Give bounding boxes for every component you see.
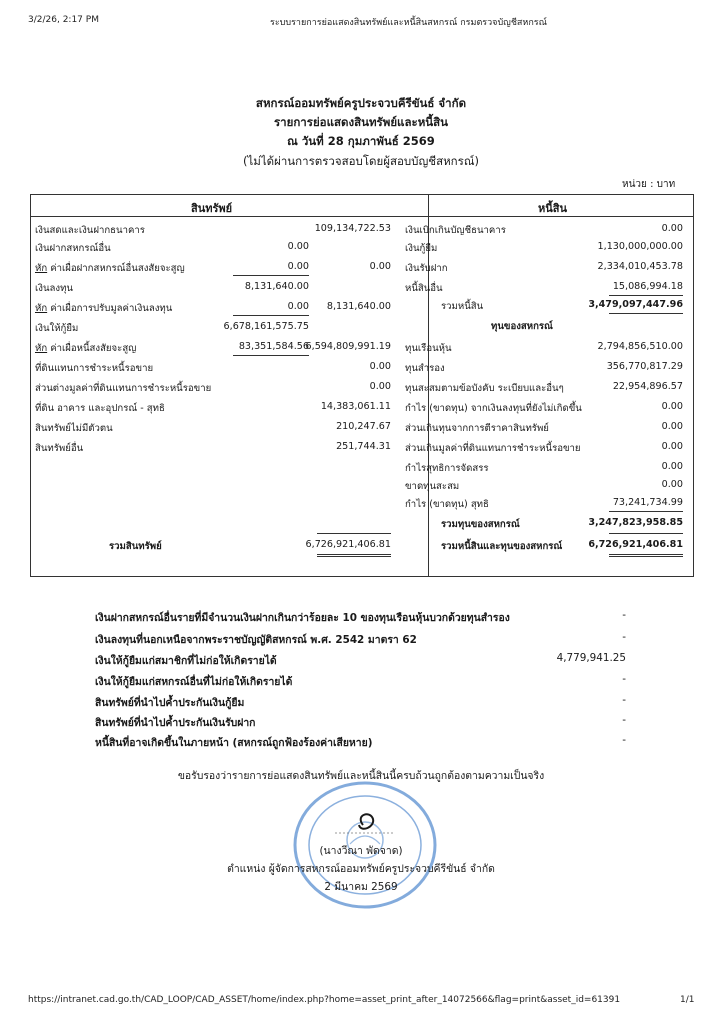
liability-row-value: 15,086,994.18 [612, 281, 683, 292]
asset-row-value: 0.00 [369, 261, 391, 272]
liability-row-label: เงินรับฝาก [405, 263, 448, 274]
asset-row-label: ที่ดิน อาคาร และอุปกรณ์ - สุทธิ [35, 403, 165, 414]
subtotal-rule [233, 355, 309, 356]
print-url: https://intranet.cad.go.th/CAD_LOOP/CAD_ASSET/home/index.php?home=asset_print_after_14072566&flag=print&asset_id=61391 [28, 995, 621, 1005]
asset-row-value: 0.00 [369, 361, 391, 372]
grand-total-top-rule [609, 533, 683, 534]
note-label: สินทรัพย์ที่นำไปค้ำประกันเงินรับฝาก [95, 717, 256, 729]
equity-row-value: 0.00 [661, 441, 683, 452]
unit-label: หน่วย : บาท [622, 179, 676, 190]
asset-row-label: สินทรัพย์ไม่มีตัวตน [35, 423, 113, 434]
report-title: รายการย่อแสดงสินทรัพย์และหนี้สิน [273, 115, 449, 129]
total-equity-label: รวมทุนของสหกรณ์ [441, 519, 520, 530]
equity-row-label: ทุนสำรอง [405, 363, 445, 374]
note-label: เงินให้กู้ยืมแก่สมาชิกที่ไม่ก่อให้เกิดรายได้ [95, 655, 277, 667]
report-date: ณ วันที่ 28 กุมภาพันธ์ 2569 [287, 134, 435, 148]
liability-row-label: เงินกู้ยืม [405, 243, 438, 254]
asset-row-label: เงินลงทุน [35, 283, 73, 294]
liabilities-heading: หนี้สิน [538, 202, 568, 215]
equity-row-label: ขาดทุนสะสม [405, 481, 460, 492]
signer-position: ตำแหน่ง ผู้จัดการสหกรณ์ออมทรัพย์ครูประจวบคีรีขันธ์ จำกัด [227, 863, 495, 875]
equity-row-value: 356,770,817.29 [606, 361, 683, 372]
grand-total-value: 6,726,921,406.81 [588, 539, 683, 550]
asset-row-label: เงินให้กู้ยืม [35, 323, 79, 334]
subtotal-rule [233, 315, 309, 316]
note-label: หนี้สินที่อาจเกิดขึ้นในภายหน้า (สหกรณ์ถูกฟ้องร้องค่าเสียหาย) [95, 737, 373, 749]
asset-row-label: เงินฝากสหกรณ์อื่น [35, 243, 111, 254]
equity-row-value: 73,241,734.99 [612, 497, 683, 508]
asset-row-value: 109,134,722.53 [314, 223, 391, 234]
equity-heading: ทุนของสหกรณ์ [491, 321, 553, 332]
equity-row-value: 0.00 [661, 479, 683, 490]
grand-total-label: รวมหนี้สินและทุนของสหกรณ์ [441, 541, 563, 552]
certification-statement: ขอรับรองว่ารายการย่อแสดงสินทรัพย์และหนี้สินนี้ครบถ้วนถูกต้องตามความเป็นจริง [177, 770, 545, 782]
asset-row-sub: 83,351,584.56 [238, 341, 309, 352]
grand-total-double-rule [609, 554, 683, 557]
asset-row-label: หัก ค่าเผื่อการปรับมูลค่าเงินลงทุน [35, 303, 173, 314]
asset-row-sub: 8,131,640.00 [244, 281, 309, 292]
liability-row-value: 1,130,000,000.00 [597, 241, 683, 252]
subtotal-rule [233, 275, 309, 276]
asset-row-label: หัก ค่าเผื่อฝากสหกรณ์อื่นสงสัยจะสูญ [35, 263, 185, 274]
note-label: เงินฝากสหกรณ์อื่นรายที่มีจำนวนเงินฝากเกินกว่าร้อยละ 10 ของทุนเรือนหุ้นบวกด้วยทุนสำรอง [95, 612, 510, 624]
note-label: สินทรัพย์ที่นำไปค้ำประกันเงินกู้ยืม [95, 697, 245, 709]
asset-row-label: เงินสดและเงินฝากธนาคาร [35, 225, 145, 236]
certification-date: 2 มีนาคม 2569 [324, 881, 398, 893]
equity-row-value: 0.00 [661, 421, 683, 432]
total-assets-double-rule [317, 554, 391, 557]
page-number: 1/1 [680, 995, 695, 1005]
asset-row-value: 6,594,809,991.19 [305, 341, 391, 352]
asset-row-sub: 0.00 [287, 301, 309, 312]
asset-row-value: 14,383,061.11 [320, 401, 391, 412]
signer-name: (นางวีณา พัดจาด) [319, 845, 403, 857]
asset-row-value: 210,247.67 [336, 421, 391, 432]
asset-row-value: 0.00 [369, 381, 391, 392]
asset-row-sub: 6,678,161,575.75 [223, 321, 309, 332]
equity-row-value: 2,794,856,510.00 [597, 341, 683, 352]
equity-row-value: 0.00 [661, 461, 683, 472]
total-assets-label: รวมสินทรัพย์ [109, 541, 162, 552]
total-liabilities-label: รวมหนี้สิน [441, 301, 484, 312]
org-name: สหกรณ์ออมทรัพย์ครูประจวบคีรีขันธ์ จำกัด [255, 96, 467, 110]
print-datetime: 3/2/26, 2:17 PM [28, 15, 99, 25]
note-value: - [622, 673, 626, 685]
note-label: เงินลงทุนที่นอกเหนือจากพระราชบัญญัติสหกรณ์ พ.ศ. 2542 มาตรา 62 [95, 634, 417, 646]
equity-row-value: 22,954,896.57 [612, 381, 683, 392]
asset-row-label: หัก ค่าเผื่อหนี้สงสัยจะสูญ [35, 343, 137, 354]
note-value: - [622, 631, 626, 643]
liability-row-label: หนี้สินอื่น [405, 283, 443, 294]
asset-row-sub: 0.00 [287, 261, 309, 272]
asset-row-label: ที่ดินแทนการชำระหนี้รอขาย [35, 363, 154, 374]
liability-row-label: เงินเบิกเกินบัญชีธนาคาร [405, 225, 506, 236]
note-value: - [622, 734, 626, 746]
liability-row-value: 0.00 [661, 223, 683, 234]
total-assets-value: 6,726,921,406.81 [305, 539, 391, 550]
equity-total-rule [609, 511, 683, 512]
asset-row-label: สินทรัพย์อื่น [35, 443, 84, 454]
liability-row-value: 2,334,010,453.78 [597, 261, 683, 272]
balance-sheet-box [30, 194, 694, 577]
audit-note: (ไม่ได้ผ่านการตรวจสอบโดยผู้สอบบัญชีสหกรณ์) [243, 154, 479, 168]
note-label: เงินให้กู้ยืมแก่สหกรณ์อื่นที่ไม่ก่อให้เกิดรายได้ [95, 676, 293, 688]
header-divider [31, 216, 693, 217]
asset-row-value: 251,744.31 [336, 441, 391, 452]
liabilities-total-rule [609, 295, 683, 296]
note-value: - [622, 694, 626, 706]
note-value: - [622, 609, 626, 621]
total-equity-value: 3,247,823,958.85 [588, 517, 683, 528]
signature-icon [325, 805, 405, 845]
asset-row-label: ส่วนต่างมูลค่าที่ดินแทนการชำระหนี้รอขาย [35, 383, 212, 394]
assets-heading: สินทรัพย์ [191, 202, 233, 215]
print-system-name: ระบบรายการย่อแสดงสินทรัพย์และหนี้สินสหกรณ์ กรมตรวจบัญชีสหกรณ์ [270, 18, 547, 28]
equity-row-label: ส่วนเกินทุนจากการตีราคาสินทรัพย์ [405, 423, 549, 434]
equity-row-label: ทุนเรือนหุ้น [405, 343, 452, 354]
equity-row-label: ส่วนเกินมูลค่าที่ดินแทนการชำระหนี้รอขาย [405, 443, 581, 454]
liabilities-total-under-rule [609, 313, 683, 314]
asset-row-value: 8,131,640.00 [326, 301, 391, 312]
note-value: 4,779,941.25 [556, 652, 626, 664]
equity-row-label: ทุนสะสมตามข้อบังคับ ระเบียบและอื่นๆ [405, 383, 564, 394]
equity-row-label: กำไร (ขาดทุน) สุทธิ [405, 499, 489, 510]
note-value: - [622, 714, 626, 726]
total-assets-top-rule [317, 533, 391, 534]
equity-row-label: กำไรสุทธิการจัดสรร [405, 463, 489, 474]
total-liabilities-value: 3,479,097,447.96 [588, 299, 683, 310]
equity-row-label: กำไร (ขาดทุน) จากเงินลงทุนที่ยังไม่เกิดขึ้น [405, 403, 582, 414]
asset-row-sub: 0.00 [287, 241, 309, 252]
equity-row-value: 0.00 [661, 401, 683, 412]
